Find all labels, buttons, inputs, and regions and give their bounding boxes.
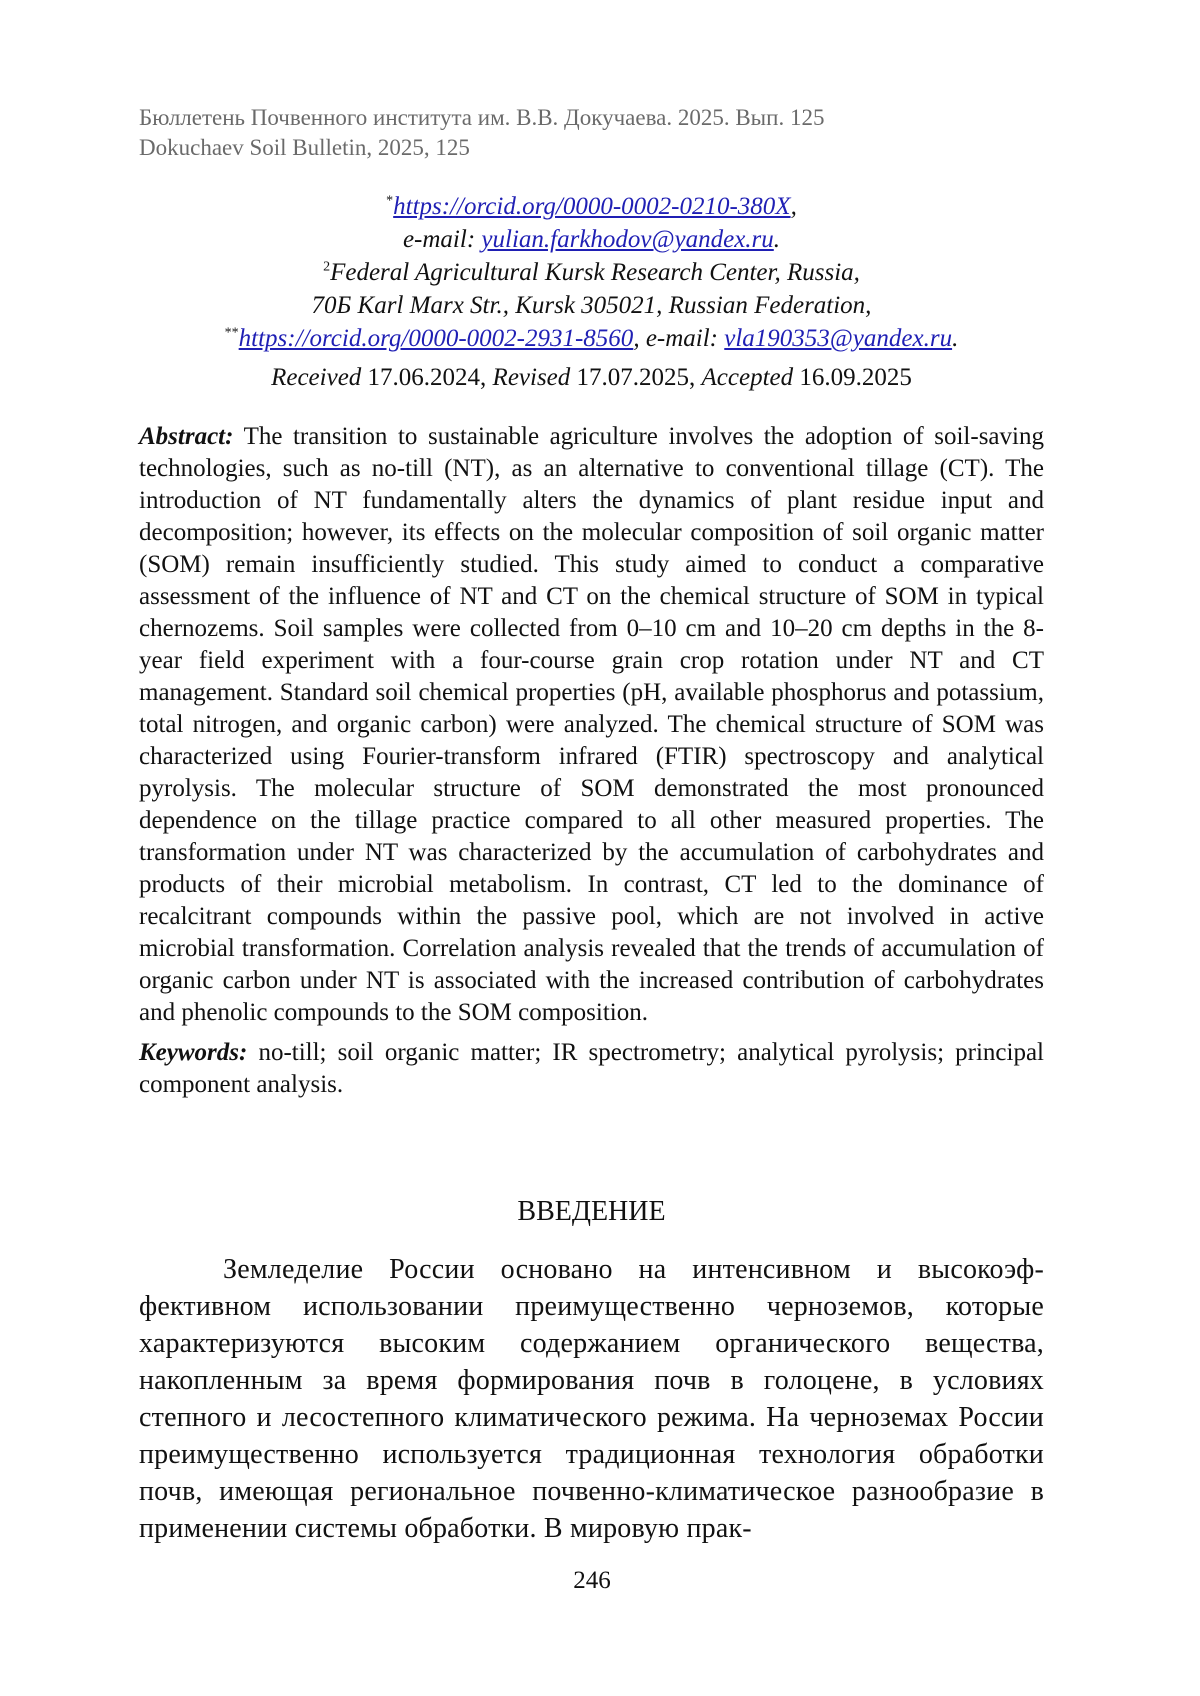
revised-label: Revised (492, 364, 571, 391)
affiliation-2-address: 70Б Karl Marx Str., Kursk 305021, Russian Federation, (311, 292, 872, 319)
header-en: Dokuchaev Soil Bulletin, 2025, 125 (139, 135, 470, 160)
abstract-block (139, 421, 1044, 1101)
abstract-text: The transition to sustainable agriculture involves the adoption of soil-saving technologies, such as no-till (NT), as an alternative to conventional tillage (CT). The introduction of NT fundamentally alters the dynamics of plant residue input and decomposition; however, its effects on the molecular composition of soil organic matter (SOM) remain insufficiently studied. This study aimed to conduct a comparative assessment of the influence of NT and CT on the chemical structure of SOM in typical chernozems. Soil samples were collected from 0–10 cm and 10–20 cm depths in the 8-year field experiment with a four-course grain crop rotation under NT and CT management. Standard soil chemical properties (pH, available phosphorus and potassium, total nitrogen, and organic carbon) were analyzed. The chemical structure of SOM was characterized using Fourier-transform infrared (FTIR) spectroscopy and analytical pyrolysis. The molecular structure of SOM demonstrated the most pronounced dependence on the tillage practice compared to all other measured properties. The transformation under NT was characterized by the accumulation of carbohydrates and products of their microbial metabolism. In contrast, CT led to the dominance of recalcitrant compounds within the passive pool, which are not involved in active microbial transformation. Correlation analysis revealed that the trends of accumulation of organic carbon under NT is associated with the increased contribution of carbohydrates and phenolic compounds to the SOM composition. (139, 423, 1044, 1026)
keywords-label: Keywords: (139, 1039, 248, 1066)
email-label-1: e-mail: (402, 226, 476, 253)
email-label-2: e-mail: (645, 325, 719, 352)
email-link-1[interactable]: yulian.farkhodov@yandex.ru (481, 226, 774, 253)
affil-2-org-text: Federal Agricultural Kursk Research Center, Russia, (330, 259, 860, 286)
affiliation-2-org (139, 256, 1044, 289)
accepted-date: 16.09.2025 (799, 364, 912, 391)
keywords-text: no-till; soil organic matter; IR spectrometry; analytical pyrolysis; principal component analysis. (139, 1039, 1044, 1098)
header-ru: Бюллетень Почвенного института им. В.В. Докучаева. 2025. Вып. 125 (139, 105, 825, 130)
revised-date: 17.07.2025 (576, 364, 690, 391)
abstract-label: Abstract: (139, 423, 234, 450)
section-title: ВВЕДЕНИЕ (517, 1196, 666, 1227)
affil-2-mark: 2 (323, 259, 331, 275)
page-number: 246 (573, 1567, 611, 1594)
orcid-link-2[interactable]: https://orcid.org/0000-0002-2931-8560 (238, 325, 634, 352)
orcid-line-2: **https://orcid.org/0000-0002-2931-8560, e-mail: vla190353@yandex.ru. (224, 325, 959, 352)
email-link-2[interactable]: vla190353@yandex.ru (724, 325, 953, 352)
accepted-label: Accepted (701, 364, 794, 391)
received-label: Received (271, 364, 362, 391)
orcid-link-1[interactable]: https://orcid.org/0000-0002-0210-380X (393, 193, 791, 220)
orcid-2-mark: ** (224, 325, 239, 341)
received-date: 17.06.2024 (367, 364, 481, 391)
intro-block (139, 1251, 1044, 1547)
keywords-paragraph (139, 1037, 1044, 1101)
orcid-1-mark: * (386, 193, 394, 209)
abstract-paragraph (139, 421, 1044, 1029)
orcid-line-1: *https://orcid.org/0000-0002-0210-380X, (386, 193, 797, 220)
article-dates: Received 17.06.2024, Revised 17.07.2025, Accepted 16.09.2025 (271, 364, 912, 391)
running-header (139, 103, 1039, 163)
intro-paragraph: Земледелие России основано на интенсивном и высокоэф-фективном использовании преимущественно черноземов, которые характеризуются высоким содержанием органического вещества, накопленным за время формирования почв в голоцене, в условиях степного и лесостепного климатического режима. На черноземах России преимущественно используется традиционная технология обработки почв, имеющая региональное почвенно-климатическое разнообразие в применении системы обработки. В мировую прак- (139, 1254, 1044, 1544)
affiliations-block (139, 190, 1044, 394)
email-line-1: e-mail: yulian.farkhodov@yandex.ru. (402, 226, 781, 253)
